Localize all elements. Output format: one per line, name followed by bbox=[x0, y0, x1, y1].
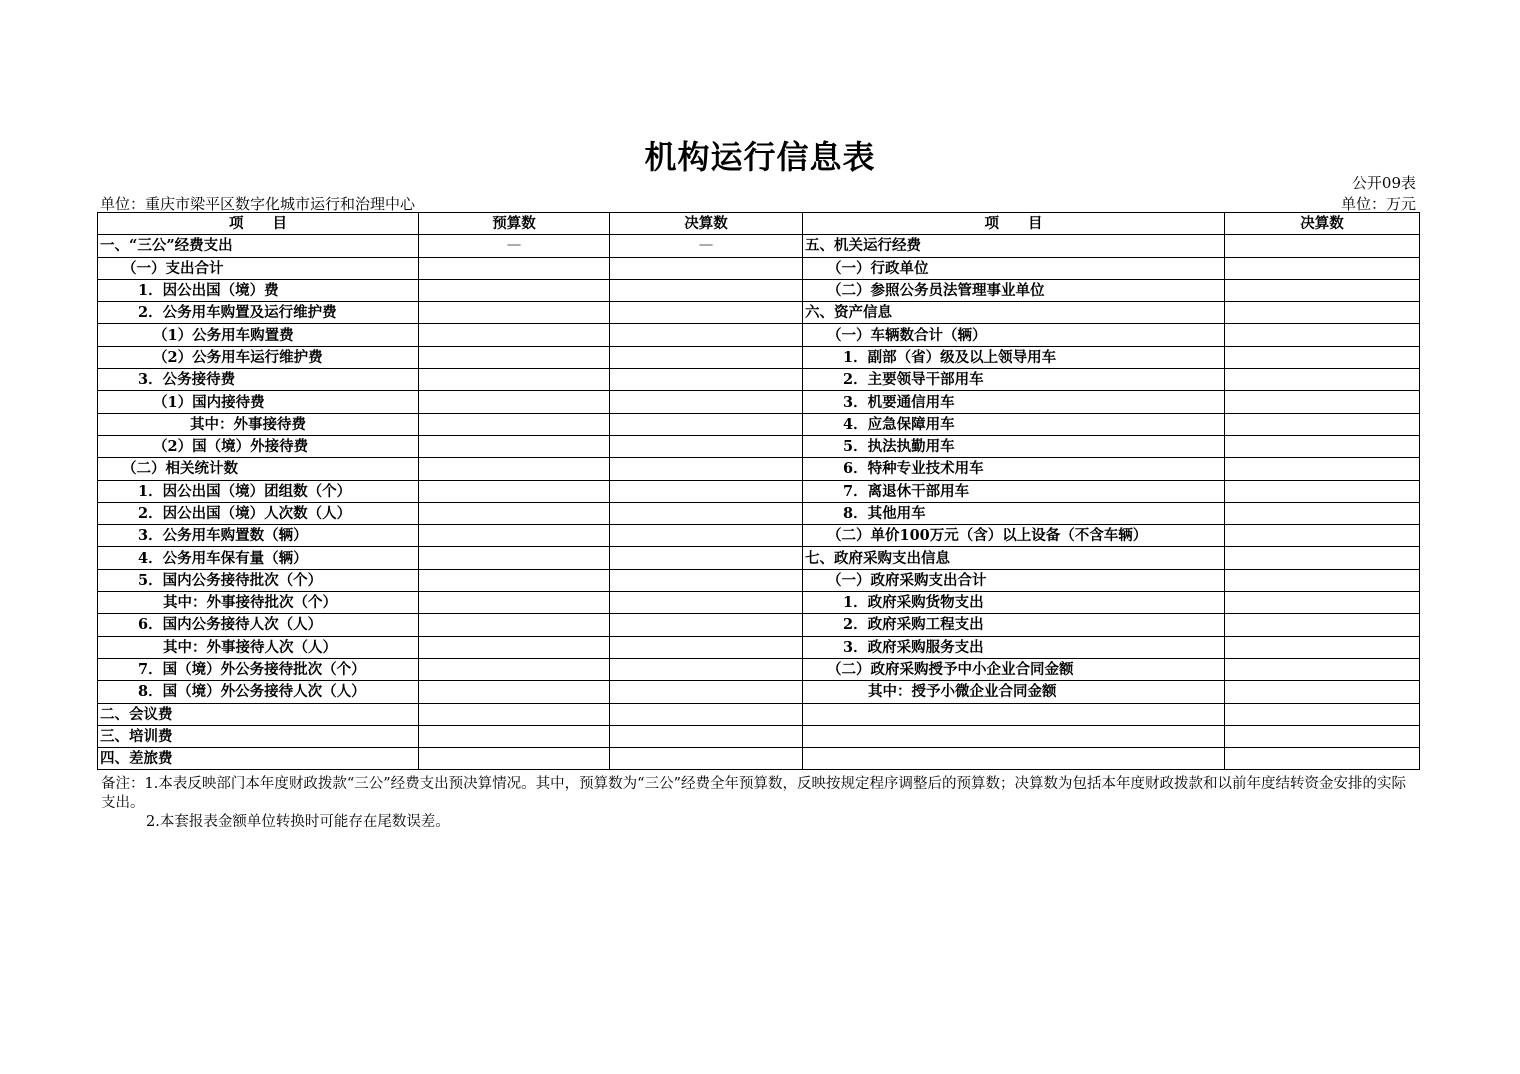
right-final-value bbox=[1225, 614, 1420, 636]
header-final-left: 决算数 bbox=[610, 213, 803, 235]
right-final-value bbox=[1225, 502, 1420, 524]
row-label-left: （2）国（境）外接待费 bbox=[98, 435, 419, 457]
row-label-right: （二）参照公务员法管理事业单位 bbox=[803, 279, 1225, 301]
row-label-right: 2．政府采购工程支出 bbox=[803, 614, 1225, 636]
table-header-row bbox=[98, 213, 1420, 235]
row-label-left: 二、会议费 bbox=[98, 703, 419, 725]
row-label-right: 五、机关运行经费 bbox=[803, 235, 1225, 257]
budget-value bbox=[419, 391, 610, 413]
final-value bbox=[610, 458, 803, 480]
right-final-value bbox=[1225, 658, 1420, 680]
right-final-value bbox=[1225, 324, 1420, 346]
final-value bbox=[610, 257, 803, 279]
row-label-right: （一）行政单位 bbox=[803, 257, 1225, 279]
row-label-left: （2）公务用车运行维护费 bbox=[98, 346, 419, 368]
budget-value bbox=[419, 547, 610, 569]
right-final-value bbox=[1225, 413, 1420, 435]
row-label-left: 1．因公出国（境）费 bbox=[98, 279, 419, 301]
final-value bbox=[610, 525, 803, 547]
right-final-value bbox=[1225, 391, 1420, 413]
final-value: — bbox=[610, 235, 803, 257]
row-label-right: （二）单价100万元（含）以上设备（不含车辆） bbox=[803, 525, 1225, 547]
note-2: 2.本套报表金额单位转换时可能存在尾数误差。 bbox=[146, 814, 450, 830]
right-final-value bbox=[1225, 257, 1420, 279]
final-value bbox=[610, 703, 803, 725]
budget-value bbox=[419, 257, 610, 279]
final-value bbox=[610, 569, 803, 591]
row-label-right: 6．特种专业技术用车 bbox=[803, 458, 1225, 480]
table-row bbox=[98, 235, 1420, 257]
table-row bbox=[98, 681, 1420, 703]
table-row bbox=[98, 279, 1420, 301]
row-label-right: （一）政府采购支出合计 bbox=[803, 569, 1225, 591]
table-row bbox=[98, 547, 1420, 569]
budget-value bbox=[419, 480, 610, 502]
row-label-left: 其中：外事接待批次（个） bbox=[98, 592, 419, 614]
final-value bbox=[610, 658, 803, 680]
row-label-left: 其中：外事接待人次（人） bbox=[98, 636, 419, 658]
budget-value bbox=[419, 435, 610, 457]
row-label-left: 5．国内公务接待批次（个） bbox=[98, 569, 419, 591]
notes bbox=[101, 775, 1417, 832]
row-label-left: 3．公务用车购置数（辆） bbox=[98, 525, 419, 547]
budget-value bbox=[419, 458, 610, 480]
table-row bbox=[98, 369, 1420, 391]
right-final-value bbox=[1225, 569, 1420, 591]
final-value bbox=[610, 346, 803, 368]
row-label-right: 5．执法执勤用车 bbox=[803, 435, 1225, 457]
budget-value bbox=[419, 592, 610, 614]
final-value bbox=[610, 480, 803, 502]
header-final-right: 决算数 bbox=[1225, 213, 1420, 235]
table-row bbox=[98, 569, 1420, 591]
table-row bbox=[98, 658, 1420, 680]
row-label-right: 7．离退休干部用车 bbox=[803, 480, 1225, 502]
row-label-right: 1．副部（省）级及以上领导用车 bbox=[803, 346, 1225, 368]
currency-unit: 单位：万元 bbox=[1340, 195, 1416, 213]
table-row bbox=[98, 748, 1420, 770]
table-row bbox=[98, 302, 1420, 324]
budget-value bbox=[419, 636, 610, 658]
row-label-left: 2．公务用车购置及运行维护费 bbox=[98, 302, 419, 324]
row-label-right bbox=[803, 748, 1225, 770]
row-label-right bbox=[803, 725, 1225, 747]
table-row bbox=[98, 435, 1420, 457]
table-row bbox=[98, 636, 1420, 658]
row-label-right bbox=[803, 703, 1225, 725]
table-row bbox=[98, 725, 1420, 747]
info-table bbox=[97, 212, 1420, 770]
table-row bbox=[98, 502, 1420, 524]
row-label-right: 8．其他用车 bbox=[803, 502, 1225, 524]
row-label-left: 四、差旅费 bbox=[98, 748, 419, 770]
budget-value bbox=[419, 502, 610, 524]
final-value bbox=[610, 547, 803, 569]
table-row bbox=[98, 480, 1420, 502]
right-final-value bbox=[1225, 703, 1420, 725]
right-final-value bbox=[1225, 346, 1420, 368]
row-label-left: （一）支出合计 bbox=[98, 257, 419, 279]
row-label-left: （1）国内接待费 bbox=[98, 391, 419, 413]
budget-value bbox=[419, 725, 610, 747]
final-value bbox=[610, 636, 803, 658]
right-final-value bbox=[1225, 279, 1420, 301]
final-value bbox=[610, 413, 803, 435]
row-label-left: 6．国内公务接待人次（人） bbox=[98, 614, 419, 636]
budget-value bbox=[419, 614, 610, 636]
table-row bbox=[98, 614, 1420, 636]
table-row bbox=[98, 592, 1420, 614]
row-label-left: 1．因公出国（境）团组数（个） bbox=[98, 480, 419, 502]
right-final-value bbox=[1225, 748, 1420, 770]
row-label-right: 3．政府采购服务支出 bbox=[803, 636, 1225, 658]
budget-value: — bbox=[419, 235, 610, 257]
row-label-left: 7．国（境）外公务接待批次（个） bbox=[98, 658, 419, 680]
row-label-left: （二）相关统计数 bbox=[98, 458, 419, 480]
budget-value bbox=[419, 302, 610, 324]
row-label-right: 六、资产信息 bbox=[803, 302, 1225, 324]
budget-value bbox=[419, 658, 610, 680]
budget-value bbox=[419, 569, 610, 591]
right-final-value bbox=[1225, 435, 1420, 457]
final-value bbox=[610, 324, 803, 346]
budget-value bbox=[419, 703, 610, 725]
header-item-left: 项 目 bbox=[98, 213, 419, 235]
budget-value bbox=[419, 346, 610, 368]
page-title: 机构运行信息表 bbox=[644, 138, 876, 176]
table-row bbox=[98, 458, 1420, 480]
right-final-value bbox=[1225, 302, 1420, 324]
header-item-right: 项 目 bbox=[803, 213, 1225, 235]
table-row bbox=[98, 346, 1420, 368]
row-label-left: 3．公务接待费 bbox=[98, 369, 419, 391]
table-row bbox=[98, 413, 1420, 435]
budget-value bbox=[419, 748, 610, 770]
final-value bbox=[610, 592, 803, 614]
right-final-value bbox=[1225, 725, 1420, 747]
budget-value bbox=[419, 279, 610, 301]
row-label-left: （1）公务用车购置费 bbox=[98, 324, 419, 346]
budget-value bbox=[419, 369, 610, 391]
row-label-right: 2．主要领导干部用车 bbox=[803, 369, 1225, 391]
form-code: 公开09表 bbox=[1351, 174, 1416, 192]
final-value bbox=[610, 369, 803, 391]
right-final-value bbox=[1225, 681, 1420, 703]
row-label-right: 3．机要通信用车 bbox=[803, 391, 1225, 413]
budget-value bbox=[419, 681, 610, 703]
final-value bbox=[610, 279, 803, 301]
right-final-value bbox=[1225, 235, 1420, 257]
row-label-left: 一、“三公”经费支出 bbox=[98, 235, 419, 257]
table-row bbox=[98, 391, 1420, 413]
final-value bbox=[610, 302, 803, 324]
row-label-right: （二）政府采购授予中小企业合同金额 bbox=[803, 658, 1225, 680]
table-row bbox=[98, 257, 1420, 279]
final-value bbox=[610, 748, 803, 770]
right-final-value bbox=[1225, 636, 1420, 658]
row-label-left: 2．因公出国（境）人次数（人） bbox=[98, 502, 419, 524]
row-label-right: （一）车辆数合计（辆） bbox=[803, 324, 1225, 346]
right-final-value bbox=[1225, 525, 1420, 547]
row-label-left: 8．国（境）外公务接待人次（人） bbox=[98, 681, 419, 703]
final-value bbox=[610, 614, 803, 636]
final-value bbox=[610, 681, 803, 703]
right-final-value bbox=[1225, 458, 1420, 480]
row-label-right: 其中：授予小微企业合同金额 bbox=[803, 681, 1225, 703]
budget-value bbox=[419, 324, 610, 346]
right-final-value bbox=[1225, 369, 1420, 391]
reporting-unit: 单位：重庆市梁平区数字化城市运行和治理中心 bbox=[100, 195, 416, 213]
row-label-right: 七、政府采购支出信息 bbox=[803, 547, 1225, 569]
budget-value bbox=[419, 525, 610, 547]
final-value bbox=[610, 391, 803, 413]
final-value bbox=[610, 725, 803, 747]
final-value bbox=[610, 502, 803, 524]
row-label-right: 1．政府采购货物支出 bbox=[803, 592, 1225, 614]
budget-value bbox=[419, 413, 610, 435]
table-row bbox=[98, 703, 1420, 725]
right-final-value bbox=[1225, 480, 1420, 502]
row-label-right: 4．应急保障用车 bbox=[803, 413, 1225, 435]
row-label-left: 4．公务用车保有量（辆） bbox=[98, 547, 419, 569]
header-budget: 预算数 bbox=[419, 213, 610, 235]
table-row bbox=[98, 525, 1420, 547]
table-row bbox=[98, 324, 1420, 346]
note-1: 备注：1.本表反映部门本年度财政拨款“三公”经费支出预决算情况。其中，预算数为“三公”经费全年预算数，反映按规定程序调整后的预算数；决算数为包括本年度财政拨款和以前年度结转资金安排的实际支出。 bbox=[101, 776, 1406, 811]
final-value bbox=[610, 435, 803, 457]
row-label-left: 三、培训费 bbox=[98, 725, 419, 747]
right-final-value bbox=[1225, 592, 1420, 614]
row-label-left: 其中：外事接待费 bbox=[98, 413, 419, 435]
right-final-value bbox=[1225, 547, 1420, 569]
